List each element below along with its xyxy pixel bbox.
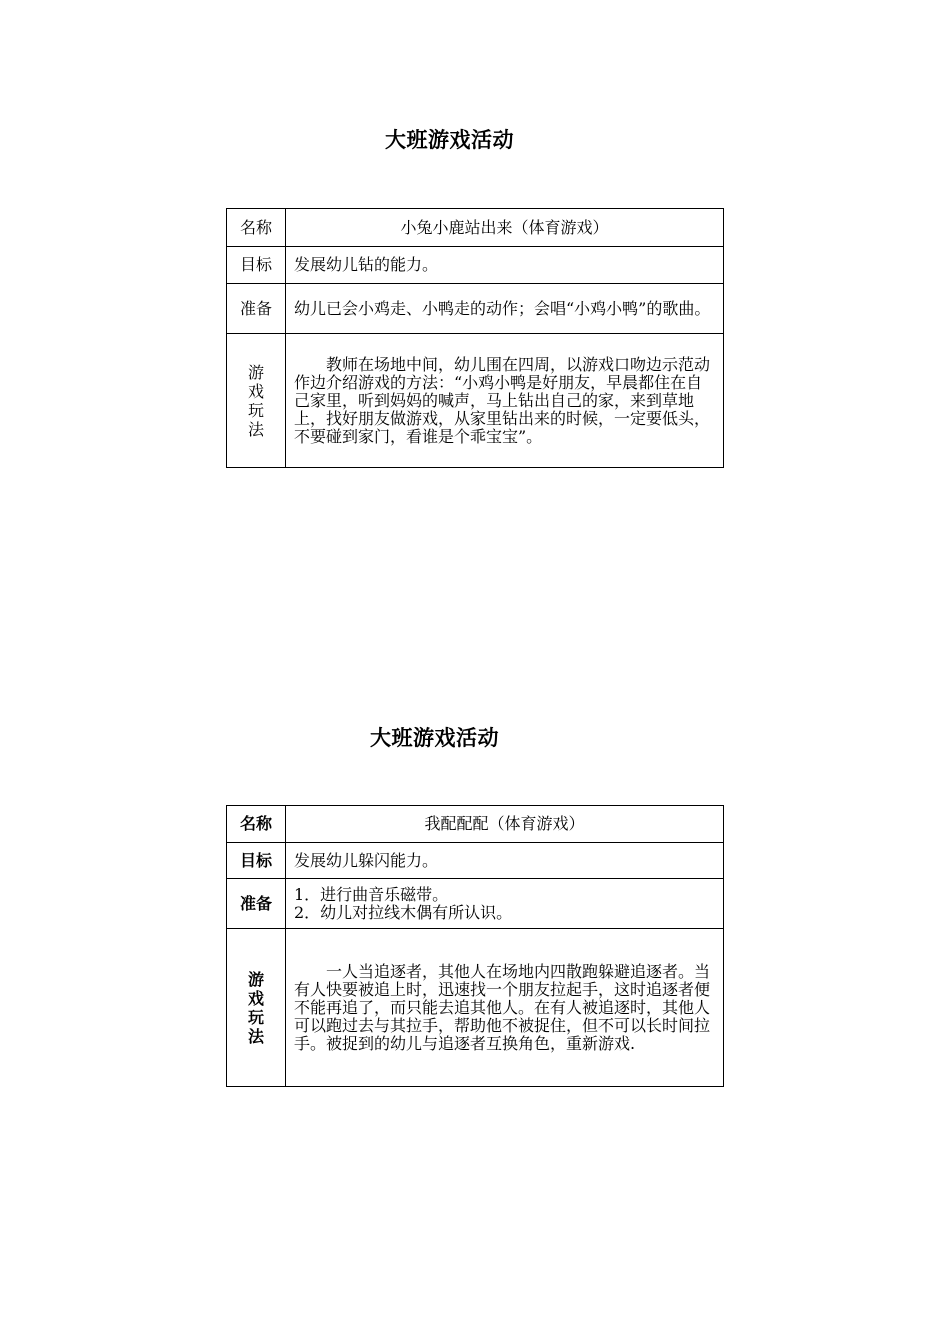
page-title-1: 大班游戏活动: [385, 128, 514, 152]
activity-table-2: [226, 805, 724, 1087]
play-value: 教师在场地中间，幼儿围在四周，以游戏口吻边示范动作边介绍游戏的方法：“小鸡小鸭是好朋友，早晨都住在自己家里，听到妈妈的喊声，马上钻出自己的家，来到草地上，找好朋友做游戏，从家里钻出来的时候，一定要低头，不要碰到家门，看谁是个乖宝宝”。: [286, 334, 724, 468]
table-row-play: [227, 334, 724, 468]
table-row-play: [227, 929, 724, 1087]
prep-item: 1．进行曲音乐磁带。: [294, 884, 449, 904]
play-value: 一人当追逐者，其他人在场地内四散跑躲避追逐者。当有人快要被追上时，迅速找一个朋友拉起手，这时追逐者便不能再追了，而只能去追其他人。在有人被追逐时，其他人可以跑过去与其拉手，帮助他不被捉住，但不可以长时间拉手。被捉到的幼儿与追逐者互换角色，重新游戏.: [286, 929, 724, 1087]
play-label: 游戏玩法: [248, 969, 265, 1046]
table-row-name: [227, 806, 724, 843]
name-value: 小兔小鹿站出来（体育游戏）: [286, 209, 724, 247]
play-label-cell: [227, 334, 286, 468]
table-row-goal: [227, 843, 724, 879]
goal-value: 发展幼儿躲闪能力。: [286, 843, 724, 879]
play-label-cell: [227, 929, 286, 1087]
prep-value: 幼儿已会小鸡走、小鸭走的动作；会唱“小鸡小鸭”的歌曲。: [286, 284, 724, 334]
activity-table-1: [226, 208, 724, 468]
name-label: 名称: [227, 806, 286, 843]
table-row-name: [227, 209, 724, 247]
goal-label: 目标: [227, 843, 286, 879]
prep-value: [286, 879, 724, 929]
name-label: 名称: [227, 209, 286, 247]
table-row-goal: [227, 247, 724, 284]
play-label: 游戏玩法: [248, 362, 265, 439]
table-row-prep: [227, 284, 724, 334]
table-row-prep: [227, 879, 724, 929]
name-value: 我配配配（体育游戏）: [286, 806, 724, 843]
page-title-2: 大班游戏活动: [370, 726, 499, 750]
goal-label: 目标: [227, 247, 286, 284]
prep-label: 准备: [227, 879, 286, 929]
prep-item: 2．幼儿对拉线木偶有所认识。: [294, 902, 513, 922]
goal-value: 发展幼儿钻的能力。: [286, 247, 724, 284]
prep-label: 准备: [227, 284, 286, 334]
